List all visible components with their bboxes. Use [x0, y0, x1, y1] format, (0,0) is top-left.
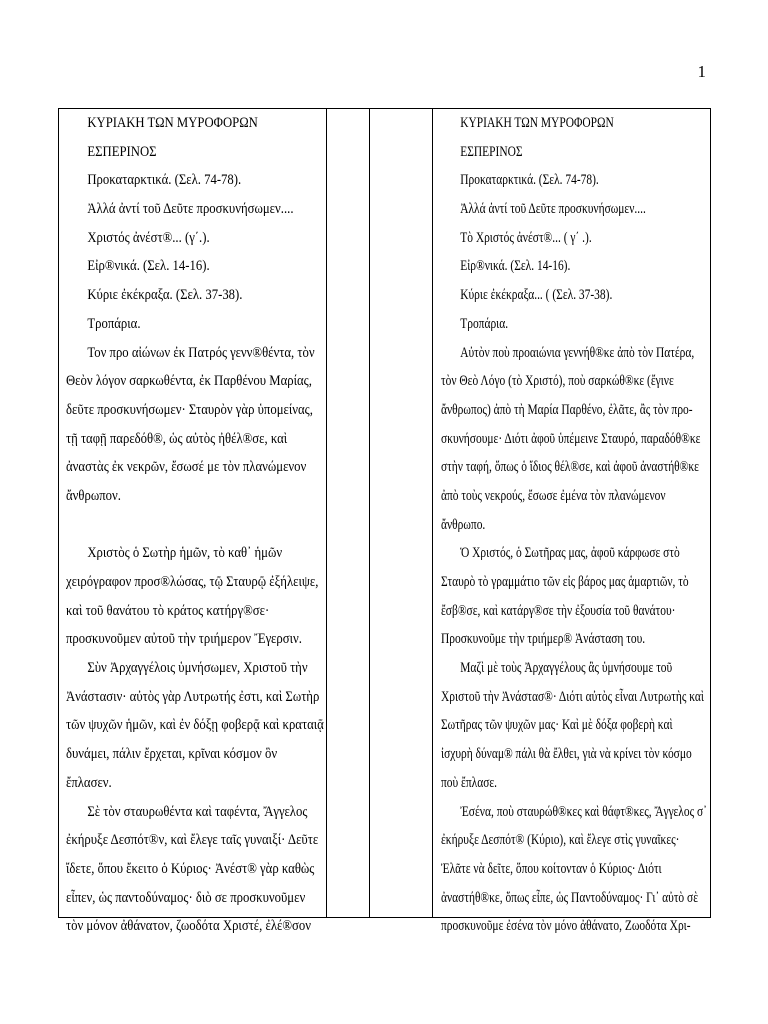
right-column-line: ΚΥΡΙΑΚΗ ΤΩΝ ΜΥΡΟΦΟΡΩΝ: [460, 115, 614, 131]
left-column-line: τῇ ταφῇ παρεδόθ®, ὡς αὐτὸς ἠθέλ®σε, καὶ: [66, 430, 288, 447]
column-divider-1: [326, 109, 327, 917]
right-column-line: Ἐσένα, ποὺ σταυρώθ®κες καὶ θάφτ®κες, Ἄγγελος σ᾿: [460, 803, 707, 820]
right-column-line: Ἀλλά ἀντί τοῦ Δεῦτε προσκυνήσωμεν....: [460, 201, 646, 218]
right-column-line: ἐκήρυξε Δεσπότ® (Κύριο), καὶ ἔλεγε στὶς γυναῖκες·: [441, 832, 680, 849]
left-column-line: εἶπεν, ὡς παντοδύναμος· διὸ σε προσκυνοῦμεν: [66, 889, 306, 906]
right-column-line: ἰσχυρὴ δύναμ® πάλι θὰ ἔλθει, γιὰ νὰ κρίνει τὸν κόσμο: [441, 746, 692, 763]
right-column-modern-text: [441, 109, 707, 941]
left-column-line: ἐκήρυξε Δεσπότ®ν, καὶ ἔλεγε ταῖς γυναιξί· Δεῦτε: [66, 832, 319, 849]
right-column-line: Τροπάρια.: [460, 315, 509, 332]
right-column-line: Σωτῆρας τῶν ψυχῶν μας· Καὶ μὲ δόξα φοβερὴ καὶ: [441, 717, 673, 734]
left-column-line: ἀναστὰς ἐκ νεκρῶν, ἔσωσέ με τὸν πλανώμενον: [66, 459, 307, 476]
column-divider-3: [432, 109, 433, 917]
left-column-line: Σὺν Ἀρχαγγέλοις ὑμνήσωμεν, Χριστοῦ τὴν: [87, 660, 308, 677]
right-column-line: Μαζὶ μὲ τοὺς Ἀρχαγγέλους ἂς ὑμνήσουμε τοῦ: [460, 660, 673, 677]
left-column-line: δυνάμει, πάλιν ἔρχεται, κρῖναι κόσμον ὃν: [66, 746, 278, 763]
right-column-line: ΕΣΠΕΡΙΝΟΣ: [460, 143, 523, 160]
left-column-line: ἄνθρωπον.: [66, 487, 121, 504]
right-column-line: Εἰρ®νικά. (Σελ. 14-16).: [460, 258, 571, 275]
bilingual-table: [58, 108, 711, 935]
left-column-line: Τροπάρια.: [87, 315, 141, 332]
left-column-line: ΕΣΠΕΡΙΝΟΣ: [87, 143, 157, 160]
right-column-line: τὸν Θεὸ Λόγο (τὸ Χριστό), ποὺ σαρκώθ®κε (ἔγινε: [441, 373, 674, 390]
left-column-line: δεῦτε προσκυνήσωμεν· Σταυρὸν γὰρ ὑπομείνας,: [66, 401, 313, 418]
right-column-line: Αὐτὸν ποὺ προαιώνια γεννήθ®κε ἀπὸ τὸν Πατέρα,: [460, 344, 695, 361]
right-column-line: Χριστοῦ τὴν Ἀνάστασ®· Διότι αὐτὸς εἶναι Λυτρωτὴς καὶ: [441, 688, 705, 705]
right-column-line: προσκυνοῦμε ἐσένα τὸν μόνο ἀθάνατο, Ζωοδότα Χρι-: [441, 918, 691, 935]
page-number: 1: [697, 62, 706, 81]
right-column-line: Ὁ Χριστός, ὁ Σωτῆρας μας, ἀφοῦ κάρφωσε στὸ: [460, 545, 680, 562]
right-column-line: ἀπὸ τοὺς νεκρούς, ἔσωσε ἐμένα τὸν πλανώμενον: [441, 487, 666, 504]
left-column-line: Χριστὸς ὁ Σωτὴρ ἡμῶν, τὸ καθ᾿ ἡμῶν: [87, 545, 283, 562]
left-column-ancient-text: [66, 109, 324, 941]
column-divider-2: [369, 109, 370, 917]
right-column-line: Τὸ Χριστός ἀνέστ®... ( γ΄ .).: [460, 229, 592, 246]
right-column-line: σκυνήσουμε· Διότι ἀφοῦ ὑπέμεινε Σταυρό, παραδόθ®κε: [441, 430, 701, 447]
right-column-line: Προσκυνοῦμε τὴν τριήμερ® Ἀνάσταση του.: [441, 631, 646, 648]
left-column-line: ΚΥΡΙΑΚΗ ΤΩΝ ΜΥΡΟΦΟΡΩΝ: [87, 115, 258, 131]
right-column-line: στὴν ταφή, ὅπως ὁ ἴδιος θέλ®σε, καὶ ἀφοῦ ἀναστήθ®κε: [441, 459, 699, 476]
left-column-line: Σὲ τὸν σταυρωθέντα καὶ ταφέντα, Ἄγγελος: [87, 803, 308, 820]
left-column-line: τῶν ψυχῶν ἡμῶν, καὶ ἐν δόξῃ φοβερᾷ καὶ κραταιᾷ: [66, 717, 324, 734]
right-column-line: ποὺ ἔπλασε.: [441, 774, 498, 791]
left-column-line: χειρόγραφον προσ®λώσας, τῷ Σταυρῷ ἐξήλειψε,: [66, 574, 319, 590]
left-column-line: Ἀνάστασιν· αὐτὸς γὰρ Λυτρωτής ἐστι, καὶ Σωτὴρ: [66, 688, 320, 705]
left-column-line: [66, 511, 296, 540]
left-column-line: Ἀλλά ἀντί τοῦ Δεῦτε προσκυνήσωμεν....: [87, 201, 294, 218]
right-column-line: Κύριε ἐκέκραξα... ( (Σελ. 37-38).: [460, 287, 613, 304]
left-column-line: Θεὸν λόγον σαρκωθέντα, ἐκ Παρθένου Μαρίας,: [66, 373, 312, 390]
left-column-line: ἔπλασεν.: [66, 774, 112, 791]
left-column-line: Χριστός ἀνέστ®... (γ΄.).: [87, 229, 210, 246]
left-column-line: καὶ τοῦ θανάτου τὸ κράτος κατήργ®σε·: [66, 602, 270, 619]
right-column-line: ἀναστήθ®κε, ὅπως εἶπε, ὡς Παντοδύναμος· Γι᾿ αὐτὸ σὲ: [441, 889, 698, 906]
right-column-line: ἄνθρωπο.: [441, 516, 486, 533]
left-column-line: Προκαταρκτικά. (Σελ. 74-78).: [87, 172, 242, 189]
right-column-line: ἔσβ®σε, καὶ κατάργ®σε τὴν ἐξουσία τοῦ θανάτου·: [441, 602, 676, 619]
left-column-line: Κύριε ἐκέκραξα. (Σελ. 37-38).: [87, 287, 243, 304]
left-column-line: ἴδετε, ὅπου ἔκειτο ὁ Κύριος· Ἀνέστ® γὰρ καθὼς: [66, 860, 315, 877]
left-column-line: προσκυνοῦμεν αὐτοῦ τὴν τριήμερον Ἔγερσιν.: [66, 631, 302, 648]
right-column-line: Ἐλᾶτε νὰ δεῖτε, ὅπου κοίτονταν ὁ Κύριος· Διότι: [441, 860, 662, 877]
right-column-line: ἄνθρωπος) ἀπὸ τὴ Μαρία Παρθένο, ἐλᾶτε, ἂς τὸν προ-: [441, 401, 693, 418]
left-column-line: Εἰρ®νικά. (Σελ. 14-16).: [87, 258, 210, 275]
left-column-line: Τον προ αἰώνων ἐκ Πατρός γενν®θέντα, τὸν: [87, 344, 315, 361]
right-column-line: Προκαταρκτικά. (Σελ. 74-78).: [460, 172, 599, 189]
left-column-line: τὸν μόνον ἀθάνατον, ζωοδότα Χριστέ, ἐλέ®σον: [66, 918, 312, 935]
right-column-line: Σταυρὸ τὸ γραμμάτιο τῶν εἰς βάρος μας ἁμαρτιῶν, τὸ: [441, 574, 689, 590]
